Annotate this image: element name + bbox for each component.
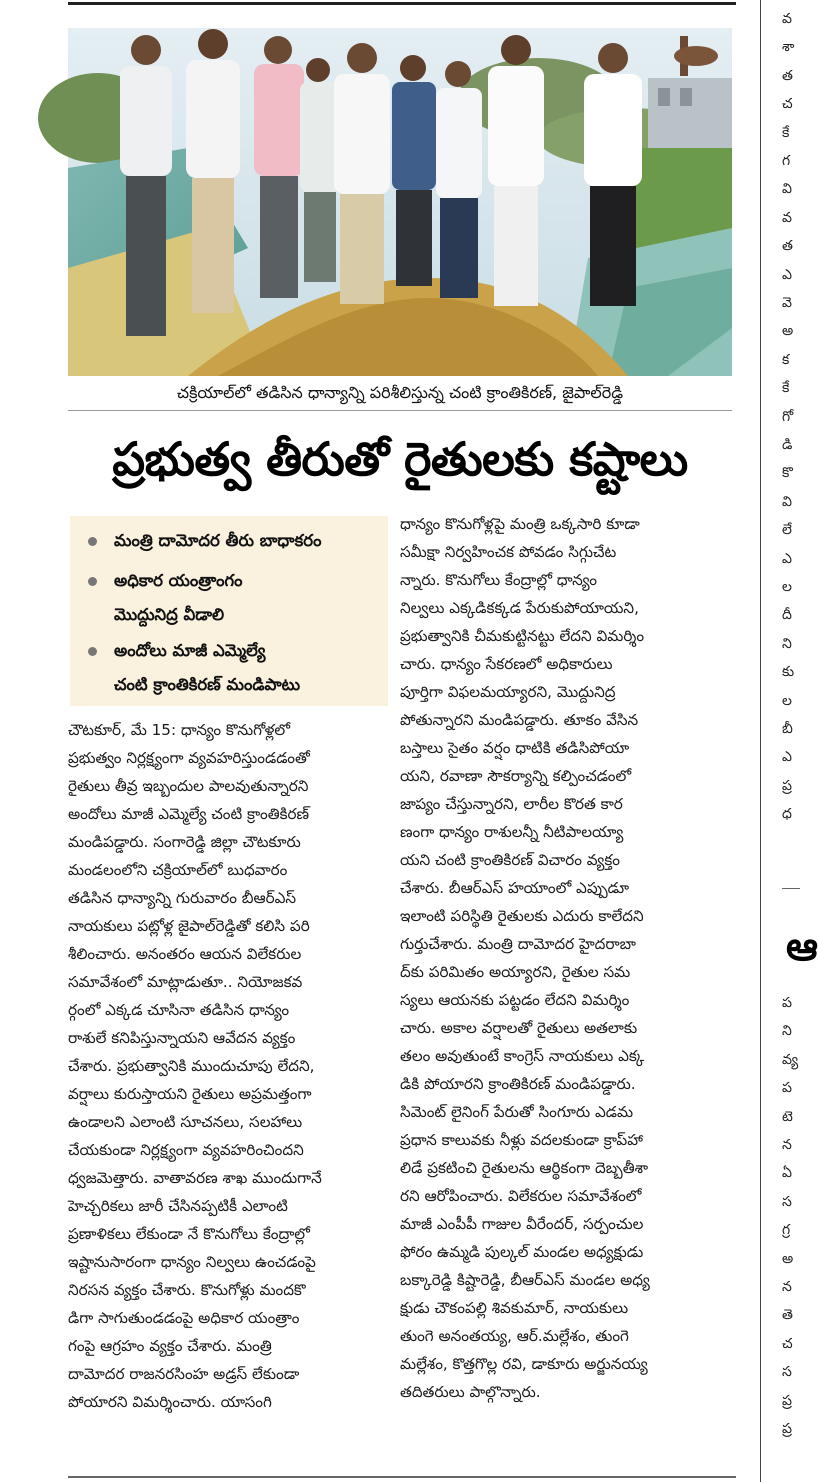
body-text-line: తలం అవుతుంటే కాంగ్రెస్ నాయకులు ఎక్క: [400, 1047, 645, 1065]
body-text-line: శీలించారు. అనంతరం ఆయన విలేకరుల: [68, 945, 302, 963]
body-text-line: ప్రభుత్వం నిర్లక్ష్యంగా వ్యవహరిస్తుండడంతో: [68, 749, 310, 767]
body-text-line: పూర్తిగా విఫలమయ్యారని, మొద్దునిద్ర: [400, 683, 616, 701]
body-text-line: హెచ్చరికలు జారీ చేసినప్పటికీ ఎలాంటి: [68, 1197, 288, 1215]
body-text-line: రని ఆరోపించారు. విలేకరుల సమావేశంలో: [400, 1187, 642, 1205]
adjacent-text-fragment: ప్ర: [782, 777, 792, 794]
body-text-line: ద్‌కు పరిమితం అయ్యారని, రైతుల సమ: [400, 963, 631, 981]
body-text-line: దామోదర రాజనరసింహ అడ్రస్ లేకుండా: [68, 1365, 300, 1383]
adjacent-text-fragment: ల: [782, 579, 792, 595]
adjacent-text-fragment: చ: [782, 96, 793, 113]
adjacent-text-fragment: డి: [782, 437, 793, 453]
adjacent-text-fragment: త: [782, 67, 793, 84]
body-text-line: చేశారు. ప్రభుత్వానికి ముందుచూపు లేదని,: [68, 1057, 315, 1075]
body-text-line: రాశులే కనిపిస్తున్నాయని ఆవేదన వ్యక్తం: [68, 1029, 296, 1047]
adjacent-rule: [782, 888, 800, 889]
adjacent-article-strip: [768, 0, 818, 1482]
adjacent-text-fragment: ఎ: [782, 550, 792, 567]
adjacent-text-fragment: అ: [782, 1250, 794, 1267]
adjacent-text-fragment: వ: [782, 11, 792, 27]
body-text-line: నిరసన వ్యక్తం చేశారు. కొనుగోళ్లు మందకొ: [68, 1281, 306, 1299]
adjacent-text-fragment: ప: [782, 995, 792, 1011]
news-photo: [68, 28, 732, 376]
body-text-line: డిగా సాగుతుండడంపై అధికార యంత్రాం: [68, 1309, 300, 1327]
body-text-line: ధ్వజమెత్తారు. వాతావరణ శాఖ ముందుగానే: [68, 1169, 322, 1187]
body-text-line: ప్రభుత్వానికి చీమకుట్టినట్టు లేదని విమర్శిం: [400, 627, 645, 645]
adjacent-text-fragment: ఎ: [782, 749, 792, 766]
adjacent-text-fragment: గ: [782, 153, 791, 169]
body-text-line: సమీక్షా నిర్వహించక పోవడం సిగ్గుచేట: [400, 543, 617, 561]
body-text-line: ప్రణాళికలు లేకుండా నే కొనుగోలు కేంద్రాల్లో: [68, 1225, 310, 1243]
body-text-line: చేయకుండా నిర్లక్ష్యంగా వ్యవహరించిందని: [68, 1141, 304, 1159]
body-text-line: గంపై ఆగ్రహం వ్యక్తం చేశారు. మంత్రి: [68, 1337, 272, 1355]
body-text-line: మల్లేశం, కొత్తగొల్ల రవి, డాకూరు అర్జునయ్య: [400, 1355, 648, 1373]
adjacent-text-fragment: అ: [782, 323, 794, 340]
body-text-line: ఉండాలని ఎలాంటి సూచనలు, సలహాలు: [68, 1113, 303, 1131]
body-text-line: నిల్వలు ఎక్కడికక్కడ పేరుకుపోయాయని,: [400, 599, 639, 617]
article-body-left-column: [68, 716, 390, 1416]
bottom-rule: [68, 1476, 736, 1478]
body-text-line: ధాన్యం కొనుగోళ్లపై మంత్రి ఒక్కసారి కూడా: [400, 515, 640, 533]
photo-caption: చక్రియాల్‌లో తడిసిన ధాన్యాన్ని పరిశీలిస్తున్న చంటి క్రాంతికిరణ్, జైపాల్‌రెడ్డి: [68, 376, 732, 411]
adjacent-text-fragment: తె: [782, 1307, 793, 1324]
highlights-box: [70, 516, 388, 706]
body-text-line: వర్షాలు కురుస్తాయని రైతులు అప్రమత్తంగా: [68, 1085, 312, 1103]
body-text-line: ప్రధాన కాలువకు నీళ్లు వదలకుండా క్రాప్‌హా: [400, 1131, 643, 1149]
adjacent-text-fragment: ని: [782, 1023, 792, 1040]
body-text-line: పోయారని విమర్శించారు. యాసంగి: [68, 1393, 272, 1411]
adjacent-text-fragment: త: [782, 238, 793, 255]
body-text-line: ఇష్టానుసారంగా ధాన్యం నిల్వలు ఉంచడంపై: [68, 1253, 316, 1271]
adjacent-text-fragment: ప్ర: [782, 1392, 792, 1409]
bullet-icon: [88, 647, 97, 656]
body-text-line: స్యలు ఆయనకు పట్టడం లేదని విమర్శిం: [400, 991, 630, 1009]
body-text-line: చారు. అకాల వర్షాలతో రైతులు అతలాకు: [400, 1019, 638, 1037]
body-text-line: అందోలు మాజీ ఎమ్మెల్యే చంటి క్రాంతికిరణ్: [68, 805, 310, 823]
highlight-item: అధికార యంత్రాంగం మొద్దునిద్ర వీడాలి: [88, 564, 384, 632]
body-text-line: నాయకులు పట్లోళ్ల జైపాల్‌రెడ్డితో కలిసి పరి: [68, 917, 310, 935]
adjacent-text-fragment: లే: [782, 522, 792, 539]
column-divider: [760, 0, 761, 1482]
body-text-line: పోతున్నారని మండిపడ్డారు. తూకం వేసిన: [400, 711, 639, 729]
body-text-line: సమావేశంలో మాట్లాడుతూ.. నియోజకవ: [68, 973, 303, 991]
adjacent-text-fragment: స: [782, 1364, 792, 1381]
adjacent-text-fragment: క: [782, 351, 790, 368]
highlight-item: మంత్రి దామోదర తీరు బాధాకరం: [88, 524, 384, 558]
adjacent-text-fragment: బీ: [782, 721, 793, 737]
adjacent-text-fragment: వి: [782, 181, 792, 198]
bullet-icon: [88, 537, 97, 546]
body-text-line: రైతులు తీవ్ర ఇబ్బందుల పాలవుతున్నారని: [68, 777, 309, 795]
body-text-line: యని చంటి క్రాంతికిరణ్ విచారం వ్యక్తం: [400, 851, 620, 869]
adjacent-text-fragment: గో: [782, 408, 794, 425]
body-text-line: యని, రవాణా సౌకర్యాన్ని కల్పించడంలో: [400, 767, 632, 785]
photo-illustration: [68, 28, 732, 376]
adjacent-text-fragment: శా: [782, 39, 795, 56]
adjacent-text-fragment: వ్య: [782, 1051, 799, 1068]
adjacent-text-fragment: ప్ర: [782, 1421, 792, 1437]
body-text-line: న్నారు. కొనుగోలు కేంద్రాల్లో ధాన్యం: [400, 571, 597, 589]
adjacent-text-fragment: వ: [782, 209, 792, 226]
adjacent-text-fragment: ని: [782, 635, 792, 652]
adjacent-text-fragment: చ: [782, 1335, 793, 1352]
adjacent-text-fragment: కే: [782, 124, 790, 141]
adjacent-text-fragment: ల: [782, 692, 792, 709]
adjacent-text-fragment: ఎ: [782, 266, 792, 283]
adjacent-text-fragment: కే: [782, 380, 790, 397]
body-text-line: గుర్తుచేశారు. మంత్రి దామోదర హైదరాబా: [400, 935, 636, 953]
body-text-line: చౌటకూర్, మే 15: ధాన్యం కొనుగోళ్లలో: [68, 721, 291, 739]
adjacent-text-fragment: ధ: [782, 806, 792, 823]
bullet-icon: [88, 577, 97, 586]
adjacent-text-fragment: న: [782, 1279, 792, 1295]
body-text-line: మాజీ ఎంపీపీ గాజుల వీరేందర్, సర్పంచుల: [400, 1215, 644, 1233]
body-text-line: ఫోరం ఉమ్మడి పుల్కల్ మండల అధ్యక్షుడు: [400, 1243, 644, 1261]
adjacent-text-fragment: స: [782, 1193, 792, 1210]
body-text-line: లిడే ప్రకటించి రైతులను ఆర్థికంగా దెబ్బతీశా: [400, 1159, 648, 1177]
article-headline: ప్రభుత్వ తీరుతో రైతులకు కష్టాలు: [112, 432, 688, 486]
body-text-line: బస్తాలు సైతం వర్షం ధాటికి తడిసిపోయా: [400, 739, 630, 757]
adjacent-text-fragment: ప: [782, 1080, 792, 1097]
adjacent-text-fragment: న: [782, 1137, 792, 1153]
body-text-line: మండిపడ్డారు. సంగారెడ్డి జిల్లా చౌటకూరు: [68, 833, 301, 851]
body-text-line: మండలంలోని చక్రియాల్‌లో బుధవారం: [68, 861, 288, 879]
adjacent-text-fragment: దీ: [782, 607, 792, 624]
body-text-line: తుంగె అనంతయ్య, ఆర్.మల్లేశం, తుంగె: [400, 1327, 629, 1345]
body-text-line: ణంగా ధాన్యం రాశులన్నీ నీటిపాలయ్యా: [400, 823, 624, 841]
body-text-line: ర్గంలో ఎక్కడ చూసినా తడిసిన ధాన్యం: [68, 1001, 290, 1019]
adjacent-headline-fragment: ఆ: [786, 924, 818, 970]
body-text-line: డికి పోయారని క్రాంతికిరణ్ మండిపడ్డారు.: [400, 1075, 636, 1093]
adjacent-text-fragment: వి: [782, 493, 792, 510]
adjacent-text-fragment: కు: [782, 664, 795, 681]
body-text-line: చేశారు. బీఆర్‌ఎస్ హయాంలో ఎప్పుడూ: [400, 879, 630, 897]
body-text-line: బక్కారెడ్డి కిష్టారెడ్డి, బీఆర్‌ఎస్ మండల అధ్య: [400, 1271, 650, 1289]
top-rule: [68, 2, 736, 5]
adjacent-text-fragment: ఏ: [782, 1165, 792, 1182]
body-text-line: తడిసిన ధాన్యాన్ని గురువారం బీఆర్‌ఎస్: [68, 889, 297, 907]
adjacent-text-fragment: కొ: [782, 465, 793, 482]
highlight-item: అందోలు మాజీ ఎమ్మెల్యే చంటి క్రాంతికిరణ్ మండిపాటు: [88, 634, 384, 702]
adjacent-text-fragment: గ్ర: [782, 1222, 791, 1239]
body-text-line: సిమెంట్ లైనింగ్ పేరుతో సింగూరు ఎడమ: [400, 1103, 634, 1121]
body-text-line: క్షుడు చౌకంపల్లి శివకుమార్, నాయకులు: [400, 1299, 629, 1317]
body-text-line: జాప్యం చేస్తున్నారని, లారీల కొరత కార: [400, 795, 623, 813]
adjacent-text-fragment: వె: [782, 295, 792, 311]
article-body-middle-column: [400, 510, 734, 1406]
adjacent-text-fragment: టె: [782, 1108, 793, 1125]
body-text-line: చారు. ధాన్యం సేకరణలో అధికారులు: [400, 655, 613, 673]
body-text-line: ఇలాంటి పరిస్థితి రైతులకు ఎదురు కాలేదని: [400, 907, 644, 925]
body-text-line: తదితరులు పాల్గొన్నారు.: [400, 1383, 541, 1401]
